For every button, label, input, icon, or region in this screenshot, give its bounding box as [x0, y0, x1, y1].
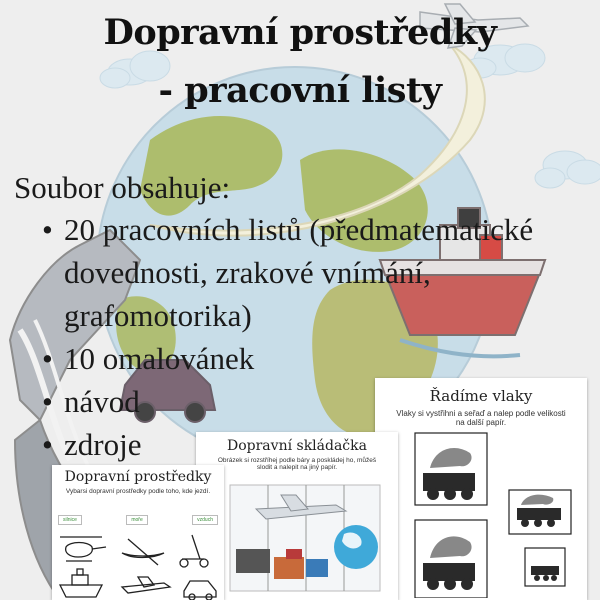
- contents-intro: Soubor obsahuje:: [14, 170, 231, 205]
- list-item: • návod: [42, 380, 594, 423]
- vehicle-outlines: [52, 525, 224, 600]
- preview-card-puzzle: [196, 432, 398, 600]
- puzzle-image: [196, 478, 398, 600]
- preview-card-title: Řadíme vlaky: [429, 387, 533, 405]
- train-image-grid: [375, 428, 587, 598]
- globe-icon: [334, 525, 378, 569]
- scooter-icon: [180, 535, 208, 567]
- preview-card-title: Dopravní skládačka: [227, 438, 367, 454]
- preview-card-trains: [375, 378, 587, 600]
- train-icon: [531, 566, 559, 581]
- tag-road: silnice: [58, 515, 82, 525]
- preview-card-text: Vybarsi dopravní prostředky podle toho, kde jezdí.: [65, 488, 211, 495]
- preview-card-title: Dopravní prostředky: [64, 469, 212, 485]
- canoe-icon: [122, 539, 164, 565]
- page-title-line-2: - pracovní listy: [158, 70, 442, 111]
- preview-card-vehicles: [52, 465, 224, 600]
- preview-card-text: Obrázek si rozstříhej podle báry a poskládej ho, můžeš slodit a nalepit na jiný papír.: [217, 457, 377, 471]
- page-title-line-1: Dopravní prostředky: [103, 12, 497, 53]
- preview-card-text: Vlaky si vystřihni a seřaď a nalep podle velikosti na další papír.: [396, 409, 566, 427]
- list-item: • 10 omalovánek: [42, 337, 594, 380]
- list-item: • zdroje: [42, 423, 594, 466]
- tag-air: vzduch: [192, 515, 218, 525]
- ship-icon: [60, 569, 102, 597]
- list-item: • 20 pracovních listů (předmatematické dovednosti, zrakové vnímání, grafomotorika): [42, 208, 562, 337]
- tag-sea: moře: [126, 515, 147, 525]
- airplane-icon: [122, 577, 170, 593]
- car-icon: [184, 581, 216, 600]
- helicopter-icon: [60, 537, 106, 561]
- category-tags: [58, 515, 218, 525]
